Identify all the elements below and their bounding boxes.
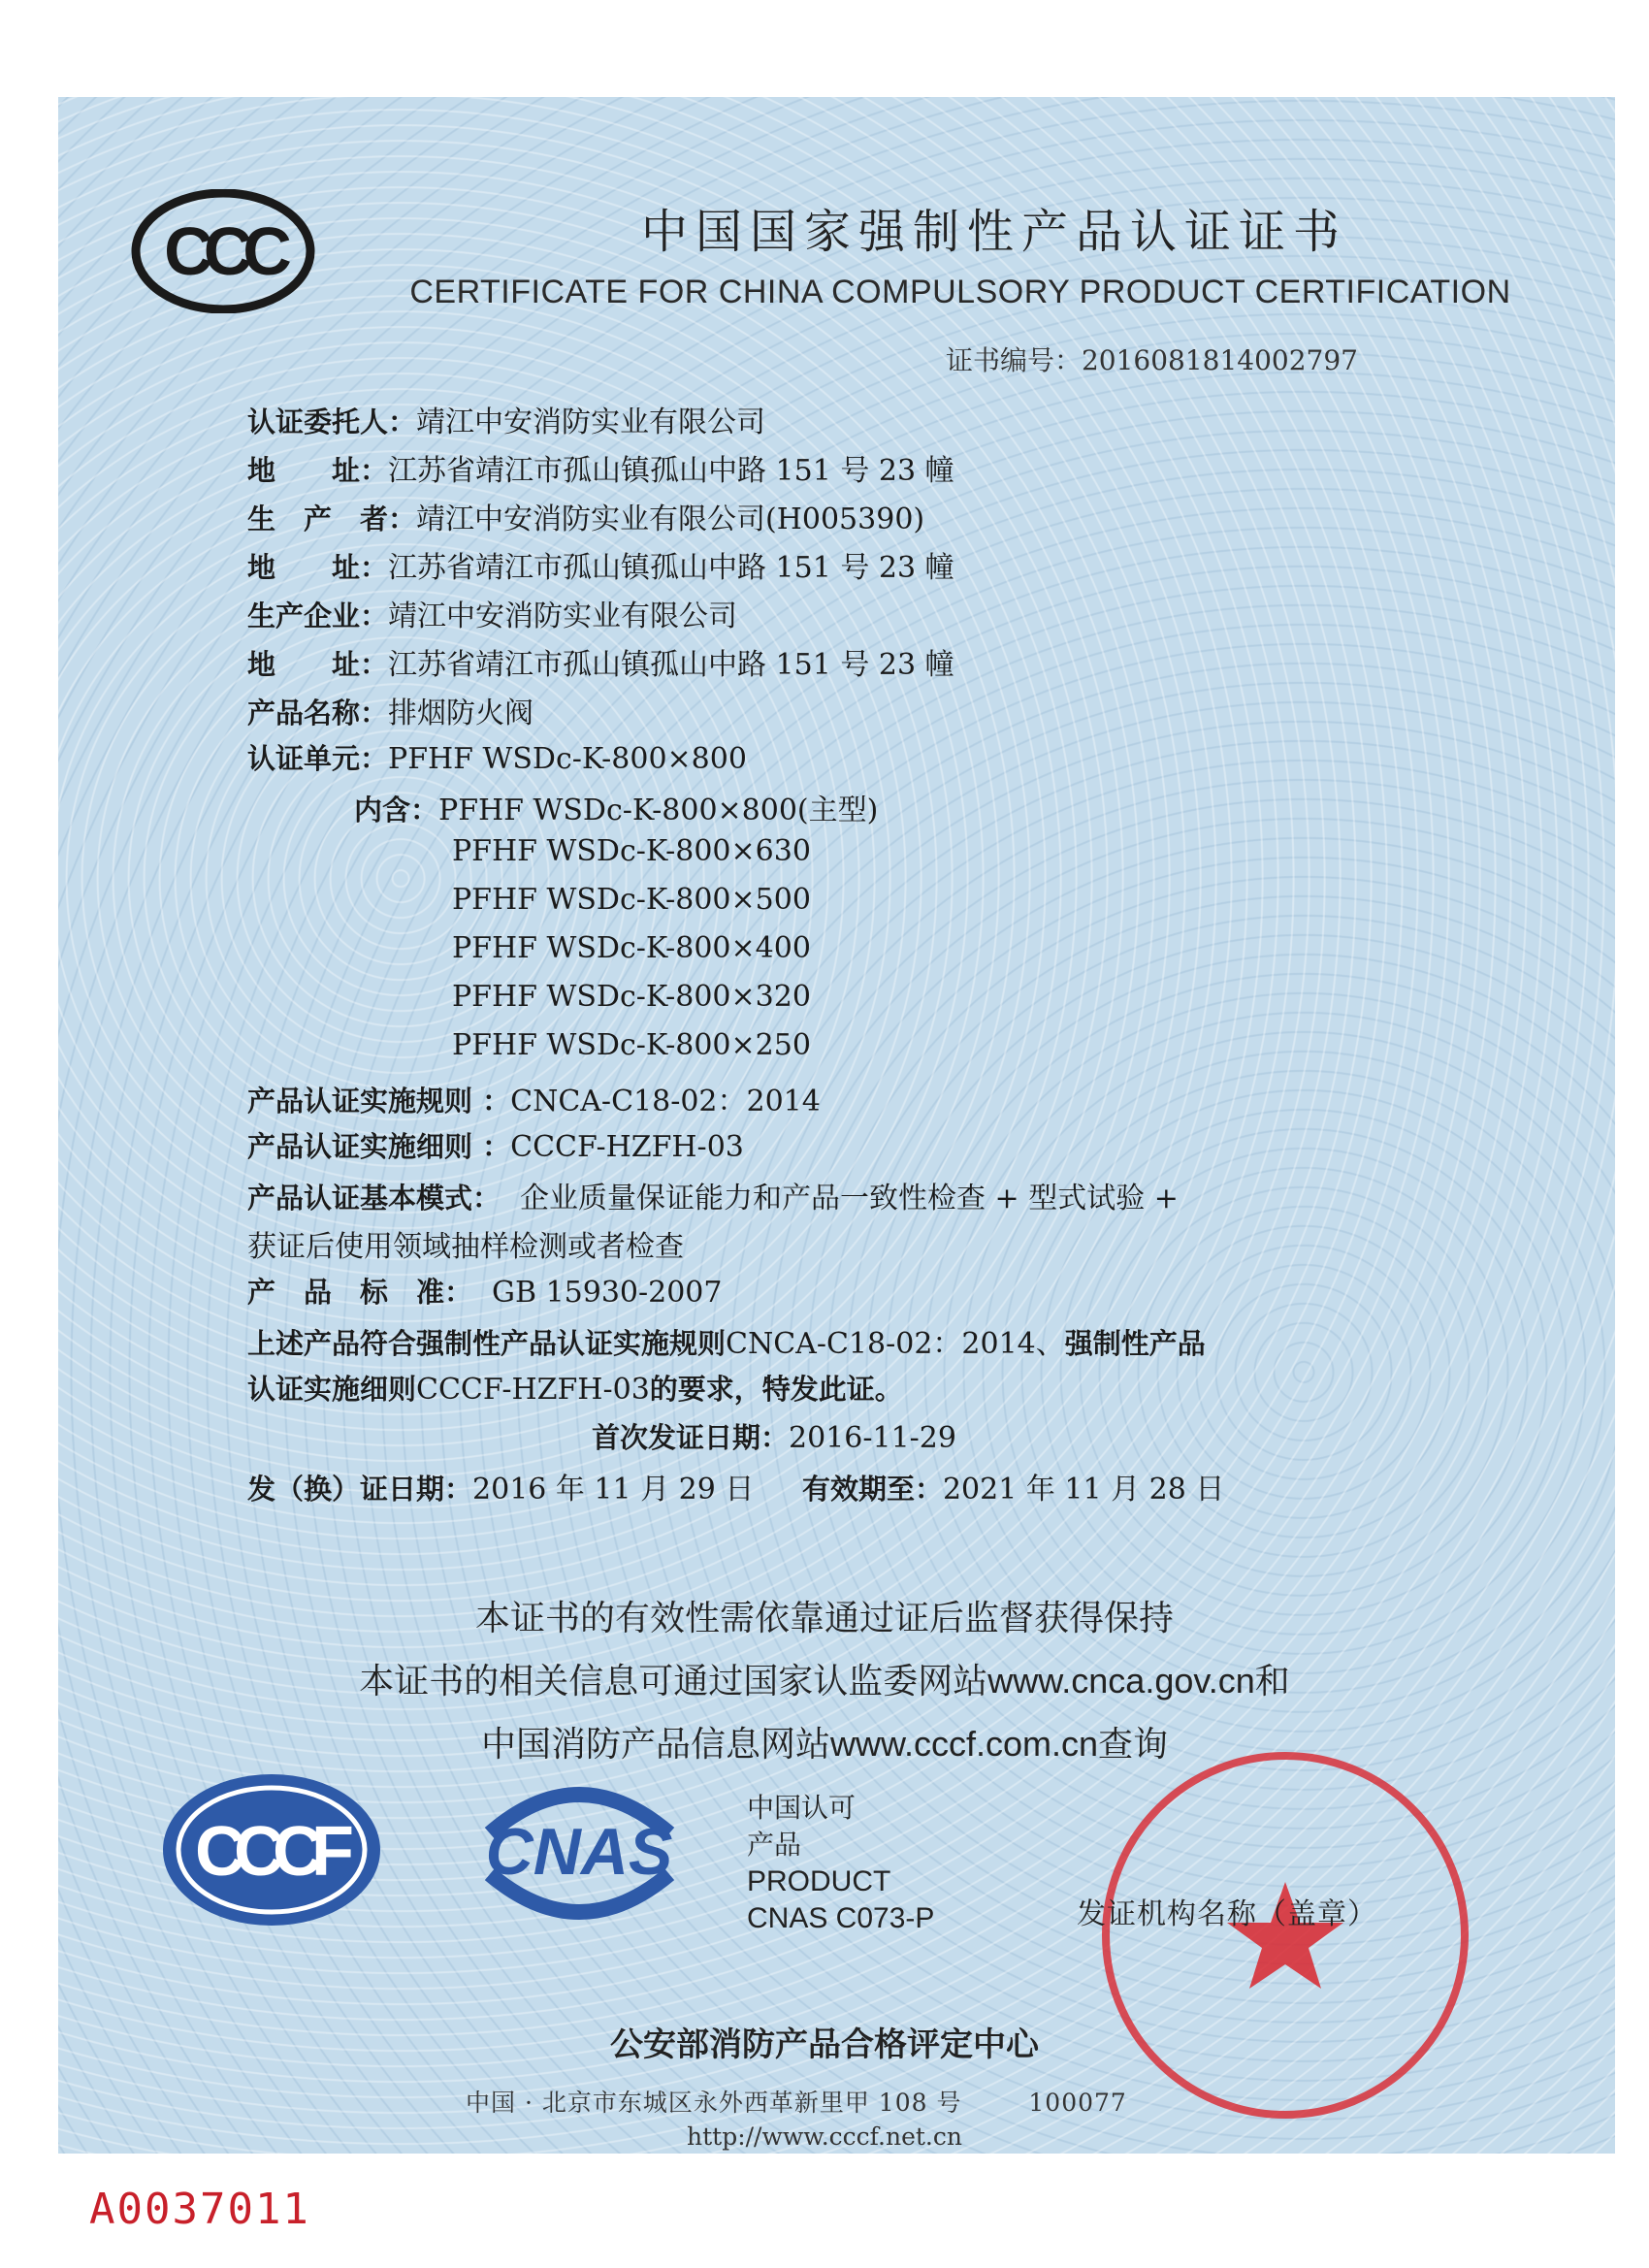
postcode-text: 100077 (1028, 2089, 1127, 2117)
producer-address-row (247, 543, 954, 586)
product-value: 排烟防火阀 (388, 697, 534, 730)
client-label: 认证委托人： (247, 405, 417, 438)
factory-value: 靖江中安消防实业有限公司 (388, 599, 738, 633)
statement-text: 的要求，特发此证。 (649, 1373, 903, 1406)
notice-text: 本证书的相关信息可通过国家认监委网站 (359, 1662, 988, 1701)
model-item: PFHF WSDc-K-800×250 (452, 1028, 811, 1062)
cnca-website-link[interactable]: www.cnca.gov.cn (987, 1661, 1255, 1701)
cccf-logo-text: CCCF (195, 1813, 342, 1891)
rule-row (247, 1077, 821, 1119)
notice-text: 查询 (1098, 1725, 1169, 1765)
factory-label: 生产企业： (247, 599, 389, 632)
detail-value: CCCF-HZFH-03 (510, 1130, 744, 1164)
producer-label: 生 产 者： (247, 502, 417, 535)
address-text: 中国 · 北京市东城区永外西革新里甲 108 号 (466, 2089, 962, 2117)
cccf-website-link[interactable]: www.cccf.com.cn (829, 1724, 1099, 1764)
standard-label: 产 品 标 准： (247, 1276, 473, 1309)
producer-address-label: 地 址： (247, 551, 389, 584)
ccc-logo-icon (131, 189, 315, 313)
organization-address (466, 2084, 1127, 2119)
statement-line-1 (247, 1319, 1206, 1362)
issue-date-value: 2016 年 11 月 29 日 (472, 1473, 755, 1507)
unit-row (247, 737, 747, 777)
first-issue-row (592, 1416, 956, 1456)
client-value: 靖江中安消防实业有限公司 (416, 405, 766, 439)
client-row (247, 398, 765, 440)
cnas-logo-icon (451, 1766, 708, 1935)
valid-until-label: 有效期至： (801, 1473, 943, 1506)
issue-date-row (247, 1465, 1224, 1507)
cnas-logo-text: CNAS (485, 1815, 673, 1889)
notice-text: 中国消防产品信息网站 (480, 1725, 830, 1765)
first-issue-label: 首次发证日期： (592, 1421, 790, 1454)
statement-line-2 (247, 1368, 903, 1408)
issuer-label: 发证机构名称（盖章） (1077, 1897, 1377, 1931)
unit-label: 认证单元： (247, 742, 389, 775)
statement-text: 强制性产品 (1064, 1327, 1206, 1360)
detail-row (247, 1125, 744, 1165)
rule-label: 产品认证实施规则 ： (247, 1085, 511, 1118)
mode-label: 产品认证基本模式： (247, 1182, 501, 1215)
cnas-en-line-1: PRODUCT (747, 1865, 891, 1897)
standard-row (247, 1271, 722, 1311)
model-item: PFHF WSDc-K-800×400 (452, 931, 811, 965)
certificate-title-cn: 中国国家强制性产品认证证书 (640, 205, 1347, 259)
product-row (247, 689, 534, 731)
model-item: PFHF WSDc-K-800×320 (452, 980, 811, 1014)
issue-date-label: 发（换）证日期： (247, 1473, 473, 1506)
valid-until-value: 2021 年 11 月 28 日 (942, 1473, 1225, 1507)
issuing-organization: 公安部消防产品合格评定中心 (610, 2025, 1039, 2064)
mode-row (247, 1174, 1179, 1216)
factory-address-row (247, 640, 954, 683)
statement-detail-ref: CCCF-HZFH-03 (416, 1373, 650, 1407)
notice-line-1: 本证书的有效性需依靠通过证后监督获得保持 (474, 1599, 1174, 1638)
standard-value: GB 15930-2007 (492, 1276, 723, 1310)
factory-row (247, 592, 737, 634)
unit-value: PFHF WSDc-K-800×800 (388, 742, 747, 776)
factory-address-label: 地 址： (247, 648, 389, 681)
official-seal-stamp (1096, 1746, 1474, 2124)
certificate-title-en: CERTIFICATE FOR CHINA COMPULSORY PRODUCT CERTIFICATION (409, 274, 1511, 310)
producer-row (247, 495, 924, 537)
cnas-en-line-2: CNAS C073-P (747, 1902, 935, 1934)
serial-number: A0037011 (89, 2185, 310, 2234)
client-address-row (247, 446, 954, 489)
mode-value-continued: 获证后使用领域抽样检测或者检查 (247, 1230, 684, 1264)
producer-address-value: 江苏省靖江市孤山镇孤山中路 151 号 23 幢 (388, 551, 954, 585)
notice-text: 和 (1254, 1662, 1290, 1701)
rule-value: CNCA-C18-02：2014 (510, 1085, 821, 1118)
detail-label: 产品认证实施细则 ： (247, 1130, 511, 1163)
ccc-logo-text: CCC (164, 213, 282, 289)
producer-value: 靖江中安消防实业有限公司(H005390) (416, 502, 925, 536)
client-address-label: 地 址： (247, 454, 389, 487)
contains-label: 内含： (354, 794, 439, 826)
model-item: PFHF WSDc-K-800×630 (452, 834, 811, 868)
cnas-cn-line-2: 产品 (747, 1829, 802, 1861)
statement-text: 认证实施细则 (247, 1373, 417, 1406)
statement-text: 上述产品符合强制性产品认证实施规则 (247, 1327, 727, 1360)
contains-row (354, 786, 878, 828)
model-item: PFHF WSDc-K-800×800(主型) (438, 794, 879, 827)
mode-value: 企业质量保证能力和产品一致性检查 + 型式试验 + (520, 1182, 1179, 1215)
factory-address-value: 江苏省靖江市孤山镇孤山中路 151 号 23 幢 (388, 648, 954, 682)
cnas-accreditation-text (747, 1790, 934, 1937)
cccf-logo-icon (160, 1770, 383, 1930)
notice-line-2 (0, 1654, 1649, 1703)
first-issue-value: 2016-11-29 (789, 1421, 956, 1455)
statement-rule-ref: CNCA-C18-02：2014、 (726, 1327, 1065, 1361)
organization-url[interactable]: http://www.cccf.net.cn (687, 2122, 962, 2151)
cnas-cn-line-1: 中国认可 (747, 1792, 857, 1824)
product-label: 产品名称： (247, 697, 389, 729)
client-address-value: 江苏省靖江市孤山镇孤山中路 151 号 23 幢 (388, 454, 954, 488)
model-item: PFHF WSDc-K-800×500 (452, 883, 811, 917)
certificate-number: 证书编号：2016081814002797 (945, 344, 1358, 376)
